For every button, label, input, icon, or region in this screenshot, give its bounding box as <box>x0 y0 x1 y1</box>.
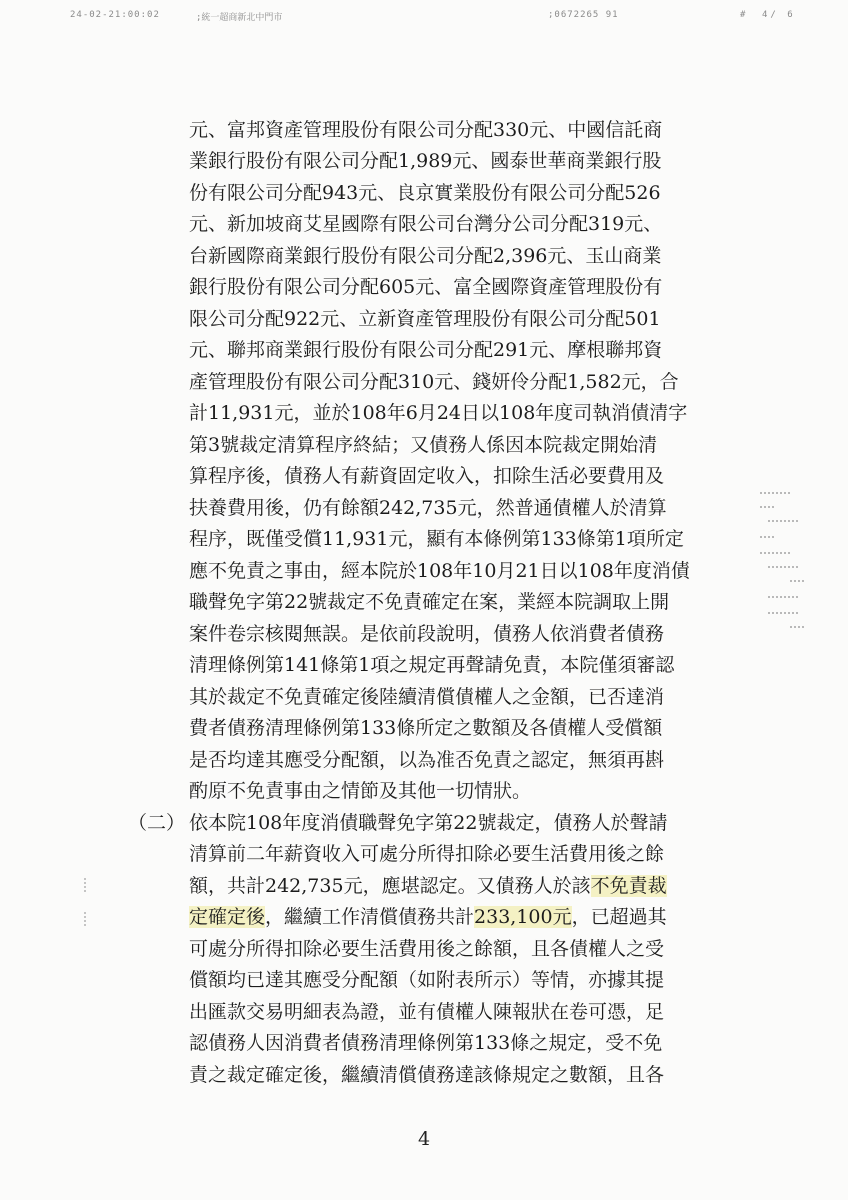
binding-hole-mark <box>790 626 804 636</box>
body-line: 清理條例第141條第1項之規定再聲請免責，本院僅須審認 <box>189 654 675 676</box>
body-line: 扶養費用後，仍有餘額242,735元，然普通債權人於清算 <box>189 497 667 519</box>
body-line: 出匯款交易明細表為證，並有債權人陳報狀在卷可憑，足 <box>189 1001 665 1023</box>
body-text: ，繼續工作清償債務共計 <box>265 906 475 928</box>
body-line: 酌原不免責事由之情節及其他一切情狀。 <box>189 780 532 802</box>
body-line: 業銀行股份有限公司分配1,989元、國泰世華商業銀行股 <box>189 150 662 172</box>
body-line: 責之裁定確定後，繼續清償債務達該條規定之數額，且各 <box>189 1064 665 1086</box>
binding-hole-mark <box>790 580 804 590</box>
body-line: 其於裁定不免責確定後陸續清償債權人之金額，已否達消 <box>189 686 665 708</box>
binding-hole-mark <box>768 596 798 606</box>
body-line-highlighted <box>189 877 667 899</box>
body-text: 額，共計242,735元，應堪認定。又債務人於該 <box>189 875 591 897</box>
fax-number: ;0672265 91 <box>548 10 619 20</box>
binding-hole-mark <box>760 492 790 502</box>
body-line: 費者債務清理條例第133條所定之數額及各債權人受償額 <box>189 717 663 739</box>
body-line: 銀行股份有限公司分配605元、富全國際資產管理股份有 <box>189 276 663 298</box>
body-line: 清算前二年薪資收入可處分所得扣除必要生活費用後之餘 <box>189 843 665 865</box>
body-line: 可處分所得扣除必要生活費用後之餘額，且各債權人之受 <box>189 938 665 960</box>
fax-datetime: 24-02-21:00:02 <box>70 10 160 20</box>
highlighted-amount: 233,100元 <box>474 906 572 928</box>
body-line: 償額均已達其應受分配額（如附表所示）等情，亦據其提 <box>189 969 665 991</box>
binding-hole-mark <box>760 506 774 516</box>
binding-hole-mark <box>760 536 774 546</box>
binding-hole-mark <box>760 552 790 562</box>
body-line: 計11,931元，並於108年6月24日以108年度司執消債清字 <box>189 402 688 424</box>
body-line: 元、新加坡商艾星國際有限公司台灣分公司分配319元、 <box>189 213 663 235</box>
binding-hole-mark <box>768 520 798 530</box>
fax-page-count: 4/ 6 <box>762 10 796 20</box>
scan-artifact <box>84 912 88 926</box>
body-line: 元、聯邦商業銀行股份有限公司分配291元、摩根聯邦資 <box>189 339 663 361</box>
page-number: 4 <box>417 1128 431 1150</box>
body-line: 認債務人因消費者債務清理條例第133條之規定，受不免 <box>189 1032 663 1054</box>
highlighted-text: 定確定後 <box>189 906 266 928</box>
body-line: 程序，既僅受償11,931元，顯有本條例第133條第1項所定 <box>189 528 684 550</box>
body-line: 應不免責之事由，經本院於108年10月21日以108年度消債 <box>189 560 690 582</box>
body-line: 職聲免字第22號裁定不免責確定在案，業經本院調取上開 <box>189 591 670 613</box>
body-line: 算程序後，債務人有薪資固定收入，扣除生活必要費用及 <box>189 465 665 487</box>
body-line: 依本院108年度消債職聲免字第22號裁定，債務人於聲請 <box>189 812 668 834</box>
body-line: 份有限公司分配943元、良京實業股份有限公司分配526 <box>189 182 661 204</box>
highlighted-text: 不免責裁 <box>590 875 667 897</box>
body-line: 限公司分配922元、立新資產管理股份有限公司分配501 <box>189 308 661 330</box>
fax-hash: # <box>740 10 747 20</box>
fax-header <box>0 10 848 24</box>
binding-hole-mark <box>768 612 798 622</box>
body-line: 是否均達其應受分配額，以為准否免責之認定，無須再斟 <box>189 749 665 771</box>
body-line: 台新國際商業銀行股份有限公司分配2,396元、玉山商業 <box>189 245 662 267</box>
body-line-highlighted <box>189 908 667 930</box>
fax-sender: ;統一超商新北中門市 <box>196 13 283 23</box>
scan-artifact <box>84 878 88 892</box>
body-text: ，已超過其 <box>571 906 667 928</box>
binding-hole-mark <box>768 566 798 576</box>
body-line: 第3號裁定清算程序終結；又債務人係因本院裁定開始清 <box>189 434 658 456</box>
body-line: 產管理股份有限公司分配310元、錢妍伶分配1,582元，合 <box>189 371 679 393</box>
section-marker: （二） <box>128 812 186 834</box>
body-line: 案件卷宗核閱無誤。是依前段說明，債務人依消費者債務 <box>189 623 665 645</box>
body-line: 元、富邦資產管理股份有限公司分配330元、中國信託商 <box>189 119 663 141</box>
